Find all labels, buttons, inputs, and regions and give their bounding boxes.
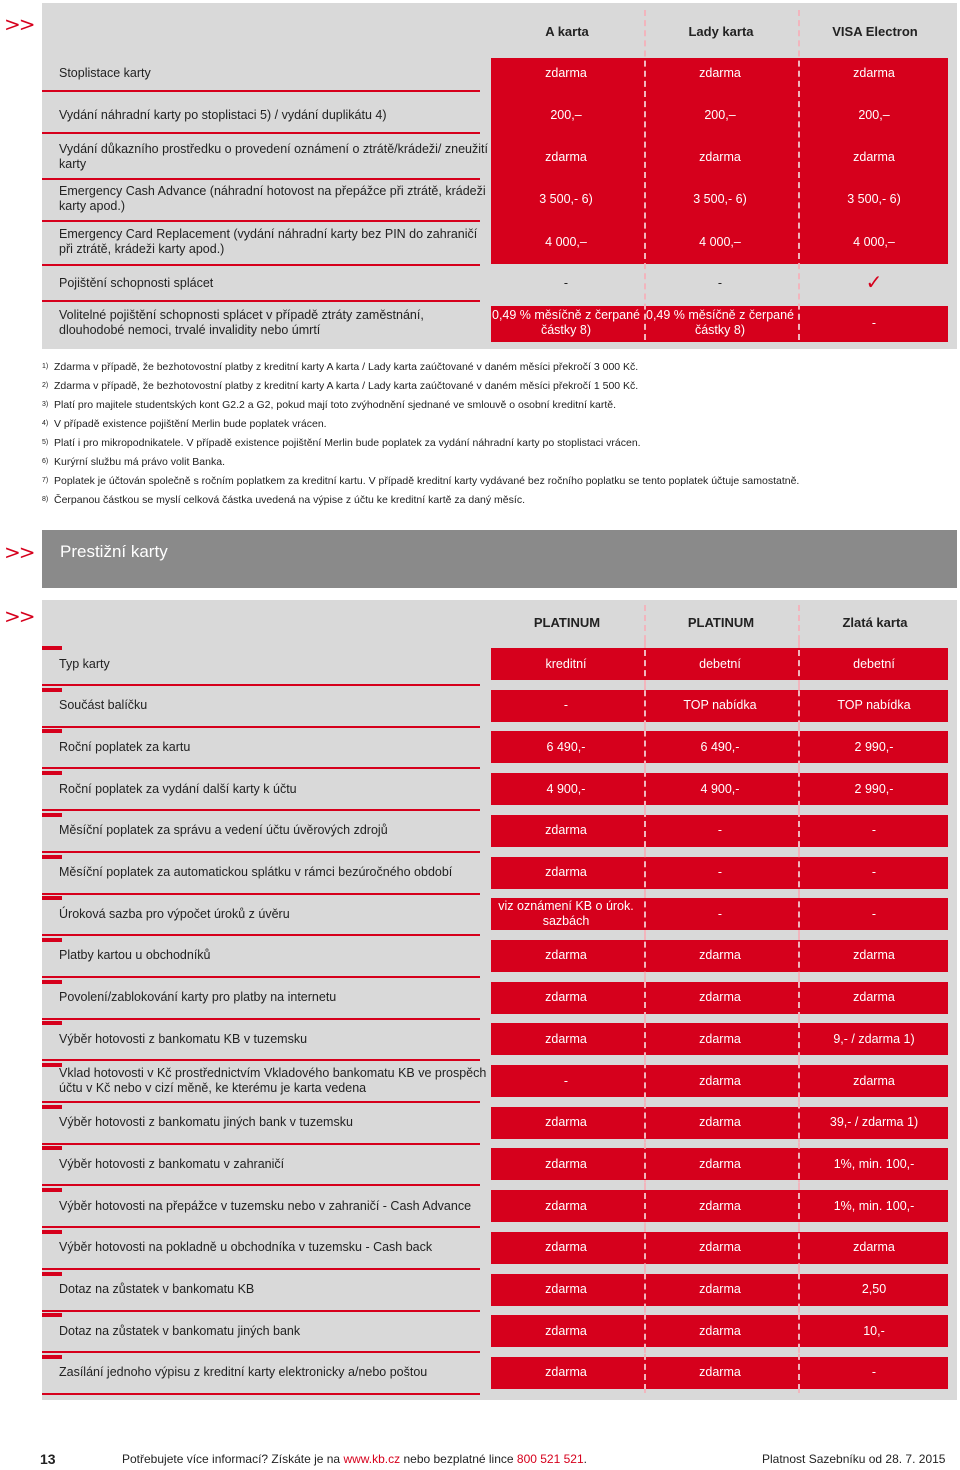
fee-row-label: Zasílání jednoho výpisu z kreditní karty elektronicky a/nebo poštou — [59, 1365, 428, 1380]
fee-row-label: Měsíční poplatek za správu a vedení účtu úvěrových zdrojů — [59, 823, 388, 838]
fee-row-label: Povolení/zablokování karty pro platby na internetu — [59, 990, 337, 1005]
col-header-visa-electron: VISA Electron — [832, 24, 918, 39]
fee-value: kreditní — [545, 656, 587, 671]
fee-value: - — [871, 906, 877, 921]
fee-value: debetní — [853, 656, 895, 671]
fee-value: 200,– — [550, 107, 582, 122]
website-link[interactable]: www.kb.cz — [343, 1452, 401, 1466]
col-header-a-karta: A karta — [545, 24, 589, 39]
fee-row-label: Úroková sazba pro výpočet úroků z úvěru — [59, 906, 290, 921]
fee-value: 2,50 — [861, 1282, 887, 1296]
section-header-prestige-cards — [42, 530, 957, 588]
fee-value: zdarma — [853, 149, 895, 164]
fee-value: zdarma — [545, 823, 587, 838]
validity-date: Platnost Sazebníku od 28. 7. 2015 — [762, 1452, 946, 1466]
fee-value: 2 990,- — [854, 739, 894, 754]
column-divider — [644, 640, 646, 1390]
row-separator — [42, 767, 480, 769]
fee-value: zdarma — [545, 1198, 587, 1213]
footnote — [42, 379, 638, 393]
fee-row-label: Dotaz na zůstatek v bankomatu jiných bank — [59, 1323, 301, 1338]
fee-value: 4 000,– — [699, 234, 741, 249]
fee-row-label: Výběr hotovosti na přepážce v tuzemsku nebo v zahraničí - Cash Advance — [59, 1198, 472, 1213]
fee-value: 6 490,- — [700, 739, 740, 754]
section-title: Prestižní karty — [60, 542, 168, 561]
fee-value: zdarma — [699, 1115, 741, 1130]
fee-value: 3 500,- 6) — [847, 191, 901, 206]
fee-value: zdarma — [545, 948, 587, 963]
fee-value: - — [563, 1073, 569, 1088]
footnote — [42, 436, 641, 450]
phone-number: 800 521 521 — [516, 1452, 584, 1466]
row-separator — [42, 1393, 480, 1395]
fee-value: ✓ — [865, 271, 883, 294]
row-separator — [42, 684, 480, 686]
col-header-lady-karta: Lady karta — [688, 24, 754, 39]
fee-value: zdarma — [699, 948, 741, 963]
fee-value: 1%, min. 100,- — [833, 1198, 915, 1213]
fee-value: 2 990,- — [854, 781, 894, 796]
fee-value: 3 500,- 6) — [693, 191, 747, 206]
fee-value: - — [871, 315, 877, 330]
fee-value: zdarma — [699, 149, 741, 164]
fee-value: zdarma — [545, 1115, 587, 1130]
fee-value: zdarma — [853, 948, 895, 963]
row-separator — [42, 851, 480, 853]
row-separator — [42, 1310, 480, 1312]
row-separator — [42, 976, 480, 978]
fee-value: 9,- / zdarma 1) — [833, 1031, 915, 1046]
fee-row-label: Stoplistace karty — [59, 65, 151, 80]
footnote-text: Poplatek je účtován společně s ročním poplatkem za kreditní kartu. V případě kreditní karty vydávané bez ročního poplatku se tento poplatek účtuje samostatně. — [54, 475, 800, 487]
chevron-icon: >> — [4, 604, 34, 628]
fee-value: - — [871, 1365, 877, 1380]
fee-value: - — [871, 865, 877, 879]
fee-value: zdarma — [853, 990, 895, 1005]
footer-info — [122, 1452, 587, 1466]
fee-value: 200,– — [704, 107, 736, 122]
fee-value: 0,49 % měsíčně z čerpané částky 8) — [492, 308, 640, 337]
fee-value: 4 000,– — [853, 234, 895, 249]
fee-row-label: Dotaz na zůstatek v bankomatu KB — [59, 1282, 255, 1296]
footnote-number: 8) — [42, 496, 49, 503]
footnote-number: 1) — [42, 363, 49, 370]
fee-value: zdarma — [699, 1240, 741, 1255]
fee-value: zdarma — [545, 149, 587, 164]
fee-row-label: Vklad hotovosti v Kč prostřednictvím Vkladového bankomatu KB ve prospěch účtu v Kč nebo v cizí měně, ke kterému je karta vedena — [59, 1066, 487, 1095]
fee-value: - — [717, 906, 723, 921]
fee-value: zdarma — [699, 1323, 741, 1338]
fee-value: zdarma — [545, 1365, 587, 1380]
row-separator — [42, 1268, 480, 1270]
fee-row-label: Volitelné pojištění schopnosti splácet v případě ztráty zaměstnání, dlouhodobé nemoci, trvalé invalidity nebo úmrtí — [59, 308, 424, 337]
footnote-number: 3) — [42, 401, 49, 408]
footnote — [42, 493, 525, 507]
row-separator — [42, 1018, 480, 1020]
row-separator — [42, 264, 480, 266]
fee-value: zdarma — [545, 865, 587, 879]
col-header-platinum-credit: PLATINUM — [533, 615, 601, 630]
fee-value: debetní — [699, 656, 741, 671]
chevron-icon: >> — [4, 12, 34, 36]
fee-value: zdarma — [699, 1365, 741, 1380]
fee-row-label: Emergency Cash Advance (náhradní hotovost na přepážce při ztrátě, krádeži karty apod.) — [59, 184, 486, 213]
row-separator — [42, 934, 480, 936]
fee-row-label: Roční poplatek za kartu — [59, 739, 191, 754]
fee-row-label: Vydání důkazního prostředku o provedení oznámení o ztrátě/krádeži/ zneužití karty — [59, 142, 488, 171]
fee-value: 3 500,- 6) — [539, 191, 593, 206]
fee-value: - — [871, 823, 877, 838]
row-separator — [42, 1184, 480, 1186]
footnote-text: Platí i pro mikropodnikatele. V případě existence pojištění Merlin bude poplatek za vydání náhradní karty po stoplistaci vrácen. — [54, 437, 641, 449]
fee-value: - — [717, 275, 723, 290]
footnote — [42, 455, 225, 469]
fee-value: zdarma — [545, 1156, 587, 1171]
fee-value: - — [563, 698, 569, 713]
fee-value: - — [563, 275, 569, 290]
col-header-gold-card: Zlatá karta — [842, 615, 908, 630]
footnote-number: 5) — [42, 439, 49, 446]
fee-row-label: Výběr hotovosti z bankomatu jiných bank v tuzemsku — [59, 1115, 353, 1130]
footnote — [42, 417, 327, 431]
footnote-text: Zdarma v případě, že bezhotovostní platby z kreditní karty A karta / Lady karta zaúčtované v daném měsíci překročí 3 000 Kč. — [54, 361, 639, 373]
fee-value: 10,- — [863, 1323, 885, 1338]
column-divider — [798, 640, 800, 1390]
fee-value: zdarma — [853, 1073, 895, 1088]
fee-value: 1%, min. 100,- — [833, 1156, 915, 1171]
row-separator — [42, 893, 480, 895]
row-separator — [42, 809, 480, 811]
footnote-text: Zdarma v případě, že bezhotovostní platby z kreditní karty A karta / Lady karta zaúčtované v daném měsíci překročí 1 500 Kč. — [54, 380, 639, 392]
fee-row-label: Výběr hotovosti z bankomatu KB v tuzemsku — [59, 1031, 308, 1046]
footnote-text: Čerpanou částkou se myslí celková částka uvedená na výpise z účtu ke kreditní kartě za daný měsíc. — [54, 494, 525, 506]
fee-value: 4 900,- — [700, 781, 740, 796]
footnote-number: 4) — [42, 420, 49, 427]
fee-row-label: Pojištění schopnosti splácet — [59, 275, 214, 290]
row-separator — [42, 1143, 480, 1145]
fee-row-label: Součást balíčku — [59, 698, 148, 713]
footnote — [42, 360, 638, 374]
row-separator — [42, 1101, 480, 1103]
row-separator — [42, 1351, 480, 1353]
footer-info-suffix: . — [583, 1452, 587, 1466]
footnote-number: 7) — [42, 477, 49, 484]
page-number: 13 — [40, 1451, 56, 1467]
fee-value: viz oznámení KB o úrok. sazbách — [498, 899, 634, 929]
fee-value: zdarma — [699, 990, 741, 1005]
chevron-icon: >> — [4, 540, 34, 564]
fee-row-label: Typ karty — [59, 656, 110, 671]
footnote — [42, 474, 799, 488]
footnote-text: V případě existence pojištění Merlin bude poplatek vrácen. — [54, 418, 327, 430]
fee-value: zdarma — [699, 1198, 741, 1213]
fee-value: zdarma — [853, 65, 895, 80]
fee-value: zdarma — [699, 65, 741, 80]
fee-value: 4 000,– — [545, 234, 587, 249]
fee-value: - — [717, 865, 723, 879]
row-separator — [42, 1226, 480, 1228]
fee-value: 200,– — [858, 107, 890, 122]
row-separator — [42, 726, 480, 728]
fee-value: zdarma — [545, 1031, 587, 1046]
fee-row-label: Platby kartou u obchodníků — [59, 948, 211, 963]
fee-row-label: Měsíční poplatek za automatickou splátku v rámci bezúročného období — [59, 865, 453, 879]
fee-row-label: Výběr hotovosti z bankomatu v zahraničí — [59, 1156, 285, 1171]
footer-info-mid: nebo bezplatné lince — [400, 1452, 517, 1466]
fee-value: - — [717, 823, 723, 838]
footnote-text: Platí pro majitele studentských kont G2.2 a G2, pokud mají toto zvýhodnění sjednané ve smlouvě o osobní kreditní kartě. — [54, 399, 617, 411]
fee-row-label: Vydání náhradní karty po stoplistaci 5) / vydání duplikátu 4) — [59, 107, 387, 122]
fee-value: TOP nabídka — [683, 698, 757, 713]
fee-value: zdarma — [545, 990, 587, 1005]
fee-value: 0,49 % měsíčně z čerpané částky 8) — [646, 308, 794, 337]
fee-row-label: Emergency Card Replacement (vydání náhradní karty bez PIN do zahraničí při ztrátě, krádeži karty apod.) — [59, 227, 478, 256]
fee-row-label: Roční poplatek za vydání další karty k účtu — [59, 781, 297, 796]
col-header-platinum-debit: PLATINUM — [687, 615, 755, 630]
fee-value: zdarma — [853, 1240, 895, 1255]
row-separator — [42, 132, 480, 134]
fee-value: zdarma — [699, 1031, 741, 1046]
footnote-number: 6) — [42, 458, 49, 465]
row-separator — [42, 90, 480, 92]
fee-value: 39,- / zdarma 1) — [829, 1115, 919, 1130]
fee-value: zdarma — [699, 1156, 741, 1171]
fee-value: zdarma — [699, 1282, 741, 1296]
fee-value: zdarma — [545, 1240, 587, 1255]
fee-value: 4 900,- — [546, 781, 586, 796]
fee-row-label: Výběr hotovosti na pokladně u obchodníka v tuzemsku - Cash back — [59, 1240, 433, 1255]
fee-value: zdarma — [545, 1323, 587, 1338]
row-separator — [42, 1059, 480, 1061]
fee-value: zdarma — [699, 1073, 741, 1088]
footer-info-prefix: Potřebujete více informací? Získáte je na — [122, 1452, 344, 1466]
fee-value: zdarma — [545, 1282, 587, 1296]
fee-value: TOP nabídka — [837, 698, 911, 713]
footnote-text: Kurýrní službu má právo volit Banka. — [54, 456, 225, 468]
fee-value: 6 490,- — [546, 739, 586, 754]
footnote — [42, 398, 616, 412]
footnote-number: 2) — [42, 382, 49, 389]
fee-value: zdarma — [545, 65, 587, 80]
